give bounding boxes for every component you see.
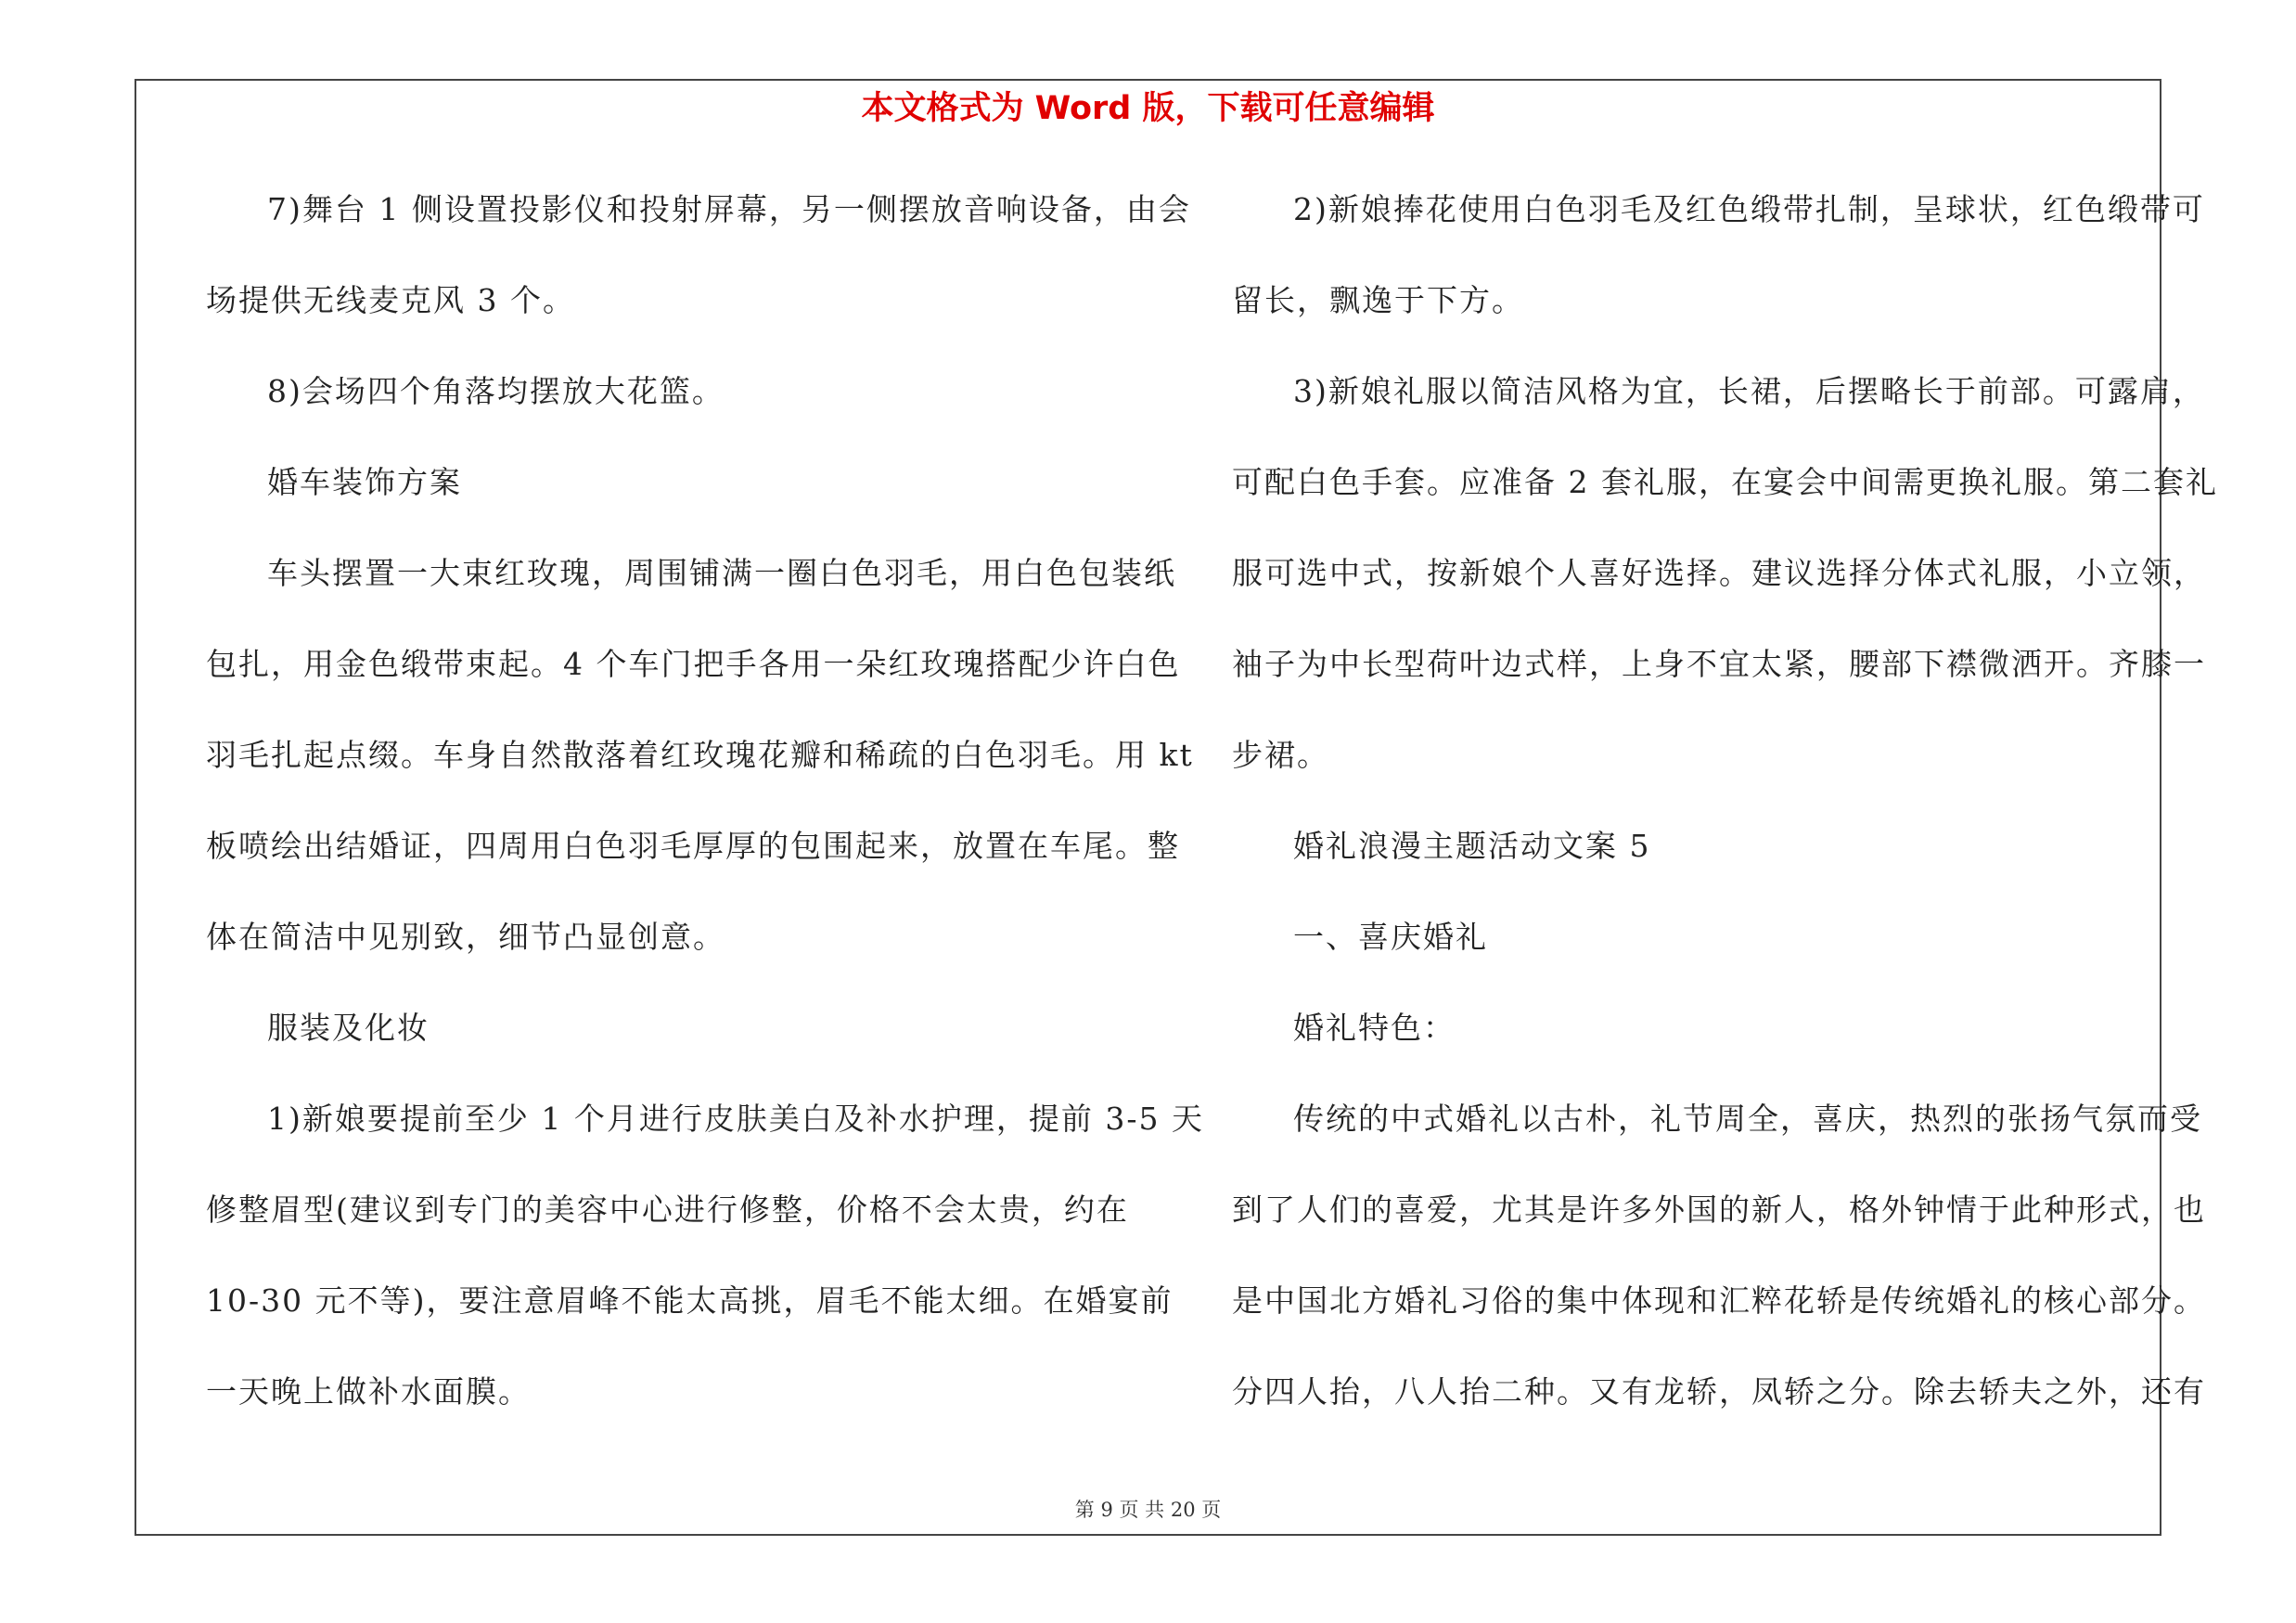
right-text-line: 分四人抬，八人抬二种。又有龙轿，凤轿之分。除去轿夫之外，还有 — [1232, 1373, 2206, 1410]
left-text-line: 1)新娘要提前至少 1 个月进行皮肤美白及补水护理，提前 3-5 天 — [267, 1101, 1204, 1137]
right-text-line: 可配白色手套。应准备 2 套礼服，在宴会中间需更换礼服。第二套礼 — [1232, 464, 2218, 500]
left-text-line: 一天晚上做补水面膜。 — [206, 1373, 531, 1410]
left-text-line: 体在简洁中见别致，细节凸显创意。 — [206, 919, 725, 955]
format-banner: 本文格式为 Word 版，下载可任意编辑 — [861, 90, 1435, 127]
left-text-line: 婚车装饰方案 — [267, 464, 462, 500]
left-text-line: 8)会场四个角落均摆放大花篮。 — [267, 373, 725, 409]
left-text-line: 10-30 元不等)，要注意眉峰不能太高挑，眉毛不能太细。在婚宴前 — [206, 1282, 1174, 1319]
right-text-line: 步裙。 — [1232, 737, 1329, 773]
left-text-line: 场提供无线麦克风 3 个。 — [206, 282, 575, 318]
right-text-line: 婚礼浪漫主题活动文案 5 — [1293, 828, 1651, 864]
left-text-line: 服装及化妆 — [267, 1010, 430, 1046]
page-number-footer: 第 9 页 共 20 页 — [1074, 1499, 1222, 1521]
left-text-line: 板喷绘出结婚证，四周用白色羽毛厚厚的包围起来，放置在车尾。整 — [206, 828, 1180, 864]
left-text-line: 修整眉型(建议到专门的美容中心进行修整，价格不会太贵，约在 — [206, 1191, 1129, 1228]
left-text-line: 车头摆置一大束红玫瑰，周围铺满一圈白色羽毛，用白色包装纸 — [267, 555, 1176, 591]
left-text-line: 7)舞台 1 侧设置投影仪和投射屏幕，另一侧摆放音响设备，由会 — [267, 191, 1191, 227]
right-text-line: 服可选中式，按新娘个人喜好选择。建议选择分体式礼服，小立领， — [1232, 555, 2206, 591]
right-text-line: 留长，飘逸于下方。 — [1232, 282, 1524, 318]
left-text-line: 包扎，用金色缎带束起。4 个车门把手各用一朵红玫瑰搭配少许白色 — [206, 646, 1181, 682]
right-text-line: 袖子为中长型荷叶边式样，上身不宜太紧，腰部下襟微洒开。齐膝一 — [1232, 646, 2206, 682]
right-text-line: 婚礼特色： — [1293, 1010, 1456, 1046]
right-text-line: 是中国北方婚礼习俗的集中体现和汇粹花轿是传统婚礼的核心部分。 — [1232, 1282, 2206, 1319]
right-column — [1232, 181, 2218, 1454]
right-text-line: 一、喜庆婚礼 — [1293, 919, 1488, 955]
left-text-line: 羽毛扎起点缀。车身自然散落着红玫瑰花瓣和稀疏的白色羽毛。用 kt — [206, 737, 1194, 773]
right-text-line: 传统的中式婚礼以古朴，礼节周全，喜庆，热烈的张扬气氛而受 — [1293, 1101, 2202, 1137]
right-text-line: 2)新娘捧花使用白色羽毛及红色缎带扎制，呈球状，红色缎带可 — [1293, 191, 2205, 227]
right-text-line: 到了人们的喜爱，尤其是许多外国的新人，格外钟情于此种形式，也 — [1232, 1191, 2206, 1228]
right-text-line: 3)新娘礼服以简洁风格为宜，长裙，后摆略长于前部。可露肩， — [1293, 373, 2205, 409]
left-column — [206, 181, 1204, 1454]
